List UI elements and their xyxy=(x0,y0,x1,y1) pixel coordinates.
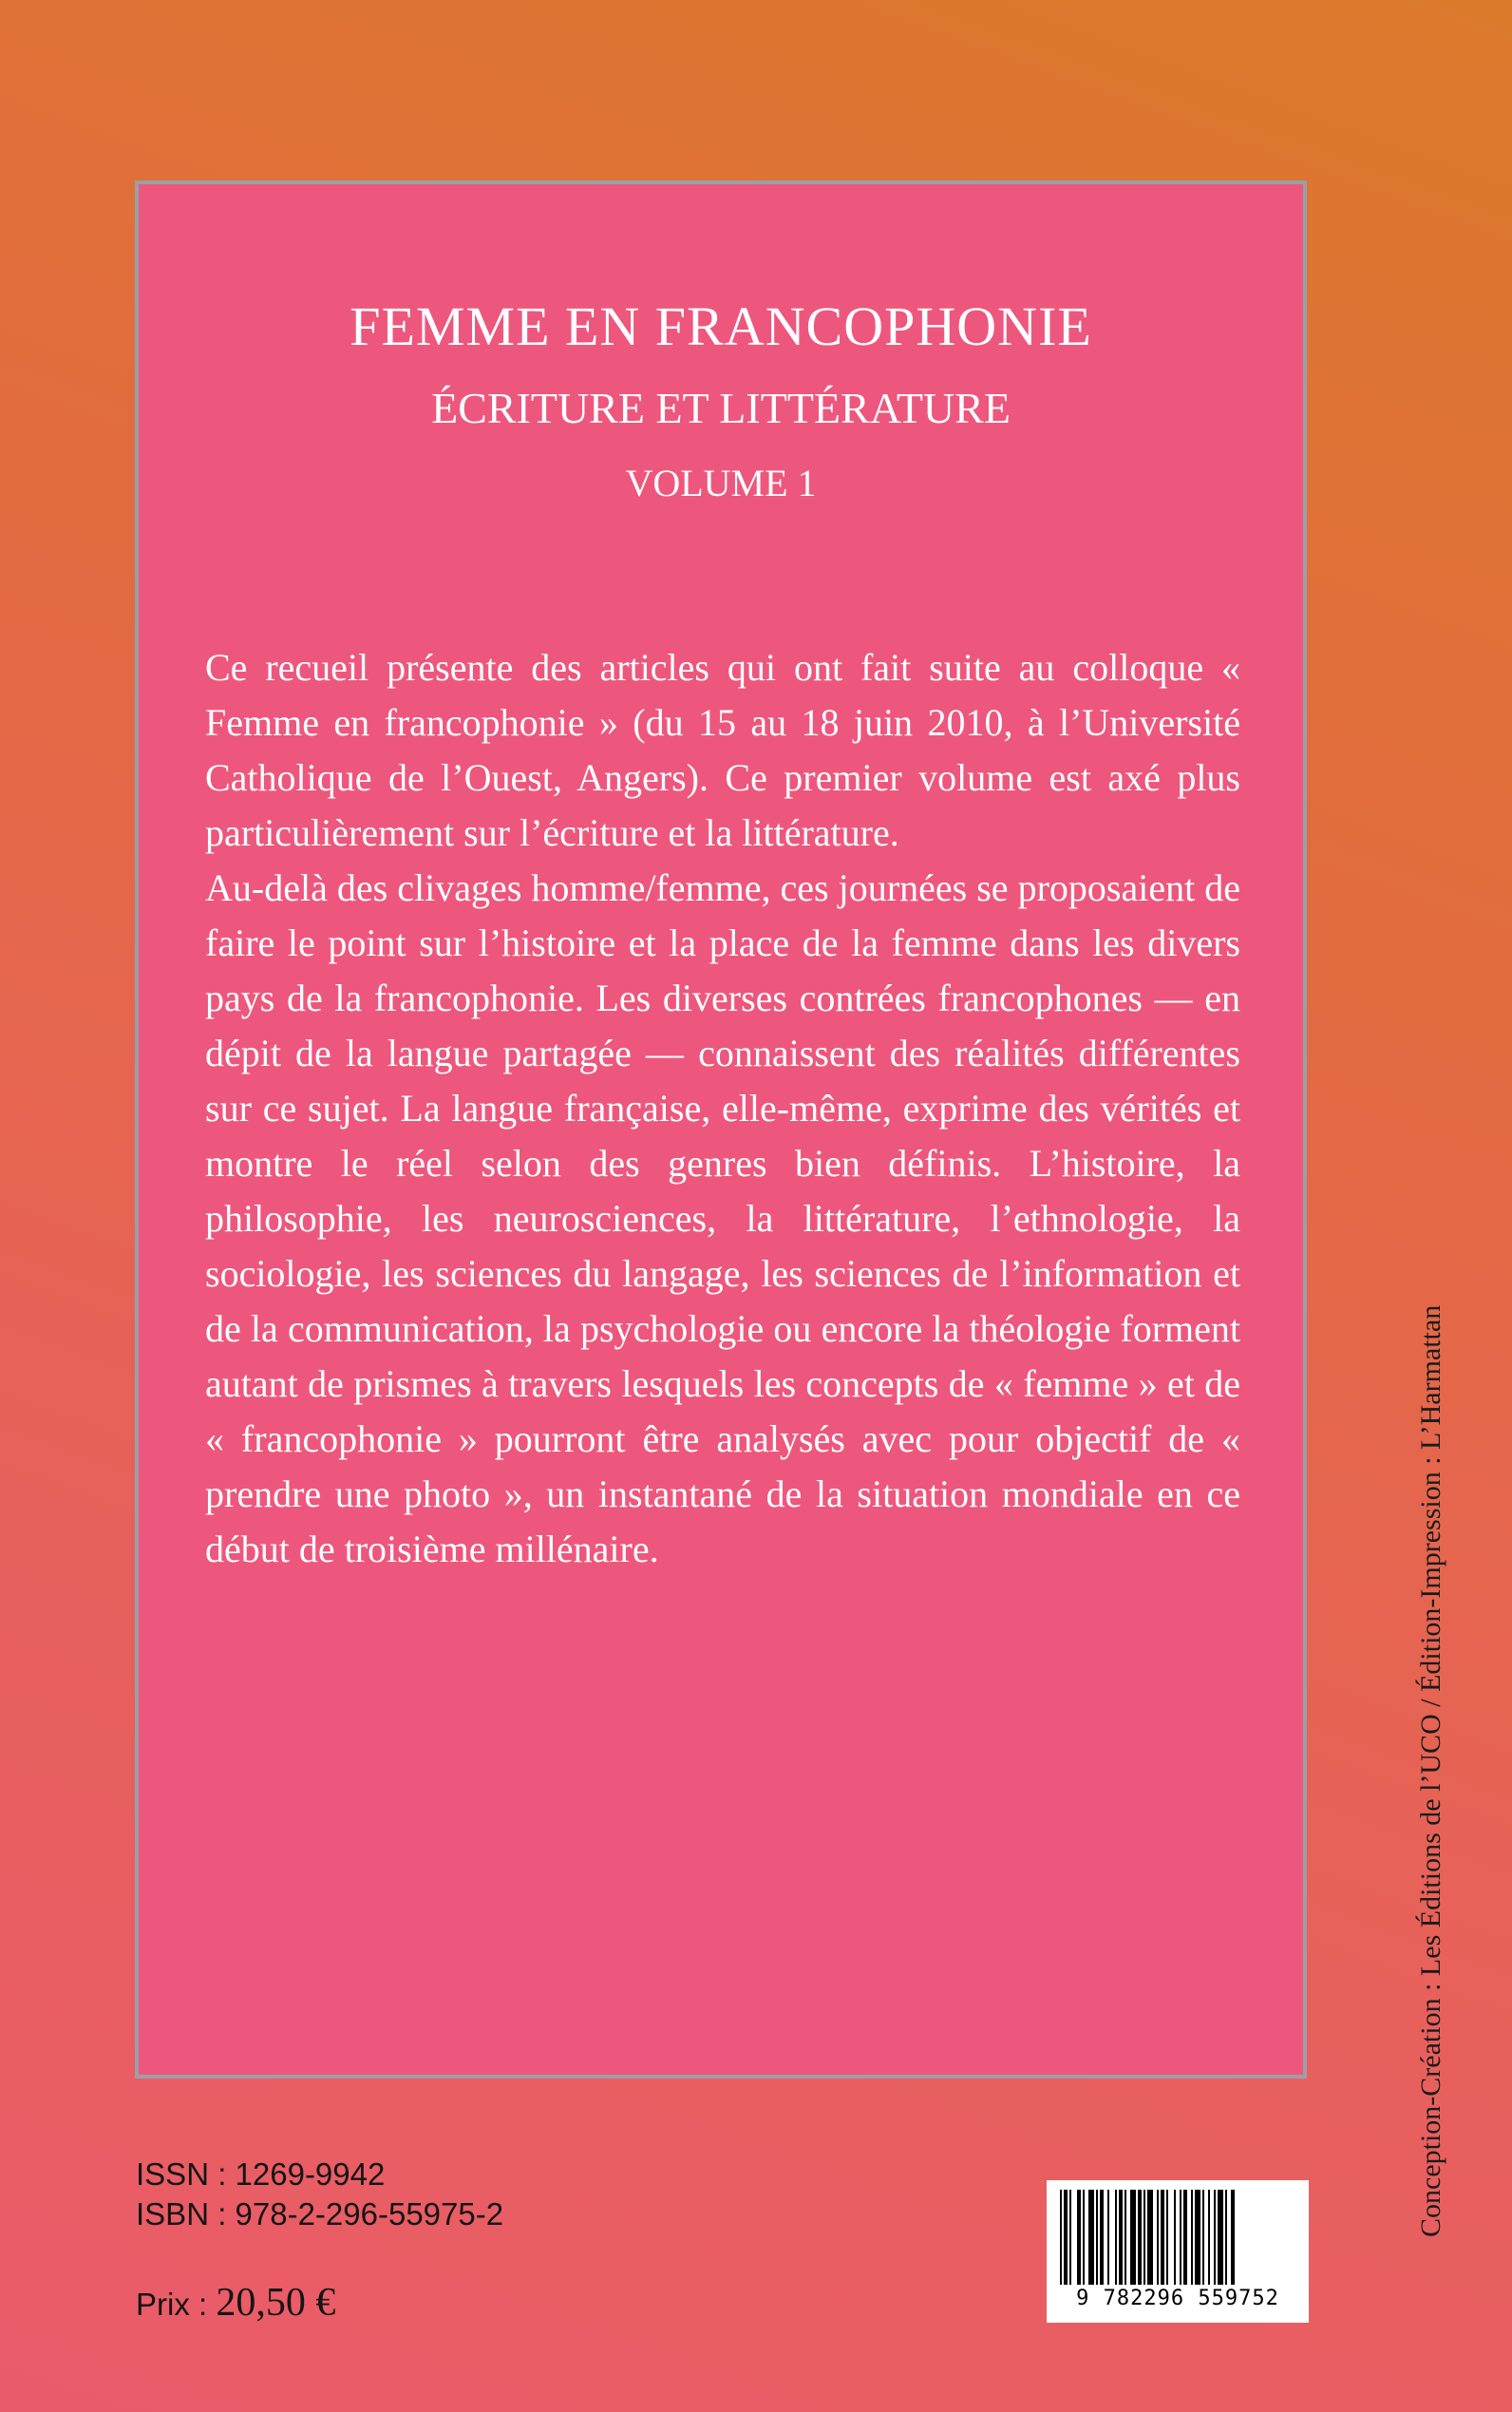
barcode-bar xyxy=(1231,2190,1235,2285)
barcode-bar xyxy=(1161,2190,1164,2285)
barcode-number: 9 782296 559752 xyxy=(1076,2287,1279,2310)
barcode-bar xyxy=(1166,2190,1168,2285)
barcode-bar xyxy=(1115,2190,1117,2285)
price-value: 20,50 € xyxy=(216,2281,336,2325)
barcode-bar xyxy=(1100,2190,1104,2285)
volume-label: VOLUME 1 xyxy=(625,462,817,504)
barcode xyxy=(1047,2180,1309,2323)
barcode-bar xyxy=(1180,2190,1181,2285)
barcode-bar xyxy=(1119,2190,1123,2285)
barcode-bar xyxy=(1208,2190,1210,2285)
barcode-bar xyxy=(1096,2190,1098,2285)
barcode-bar xyxy=(1107,2190,1109,2285)
credit-line: Conception-Création : Les Éditions de l’UCO / Édition-Impression : L’Harmattan xyxy=(1415,1304,1446,2237)
price-line xyxy=(136,2280,335,2326)
summary-text xyxy=(205,640,1240,1577)
barcode-bar xyxy=(1138,2190,1142,2285)
barcode-bar xyxy=(1183,2190,1187,2285)
barcode-bar xyxy=(1069,2190,1071,2285)
price-label: Prix : xyxy=(136,2287,217,2322)
barcode-bar xyxy=(1143,2190,1145,2285)
title-block xyxy=(139,296,1303,505)
back-cover-panel xyxy=(135,180,1307,2079)
barcode-bar xyxy=(1060,2190,1062,2285)
book-subtitle: ÉCRITURE ET LITTÉRATURE xyxy=(431,384,1011,432)
summary-paragraph: Au-delà des clivages homme/femme, ces journées se proposaient de faire le point sur l’histoire et la place de la femme dans les divers pays de la francophonie. Les diverses contrées francophones — en dépit de la langue partagée — connaissent des réalités différentes sur ce sujet. La langue française, elle-même, exprime des vérités et montre le réel selon des genres bien définis. L’histoire, la philosophie, les neurosciences, la littérature, l’ethnologie, la sociologie, les sciences du langage, les sciences de l’information et de la communication, la psychologie ou encore la théologie forment autant de prismes à travers lesquels les concepts de « femme » et de « francophonie » pourront être analysés avec pour objectif de « prendre une photo », un instantané de la situation mondiale en ce début de troisième millénaire. xyxy=(205,866,1240,1570)
barcode-bar xyxy=(1064,2190,1068,2285)
barcode-bar xyxy=(1225,2190,1227,2285)
barcode-bar xyxy=(1083,2190,1085,2285)
barcode-bar xyxy=(1218,2190,1223,2285)
barcode-bar xyxy=(1088,2190,1094,2285)
summary-paragraph: Ce recueil présente des articles qui ont fait suite au colloque « Femme en francophonie » (du 15 au 18 juin 2010, à l’Université Catholique de l’Ouest, Angers). Ce premier volume est axé plus particulièrement sur l’écriture et la littérature. xyxy=(205,646,1240,854)
barcode-bar xyxy=(1077,2190,1081,2285)
barcode-bar xyxy=(1202,2190,1204,2285)
barcode-bar xyxy=(1147,2190,1153,2285)
barcode-bars xyxy=(1058,2190,1297,2285)
barcode-bar xyxy=(1191,2190,1193,2285)
barcode-bar xyxy=(1174,2190,1176,2285)
book-title: FEMME EN FRANCOPHONIE xyxy=(350,295,1092,357)
issn-line: ISSN : 1269-9942 xyxy=(136,2156,386,2192)
isbn-line: ISBN : 978-2-296-55975-2 xyxy=(136,2196,504,2232)
barcode-bar xyxy=(1125,2190,1126,2285)
barcode-bar xyxy=(1130,2190,1136,2285)
barcode-bar xyxy=(1214,2190,1216,2285)
barcode-bar xyxy=(1157,2190,1159,2285)
barcode-bar xyxy=(1195,2190,1200,2285)
